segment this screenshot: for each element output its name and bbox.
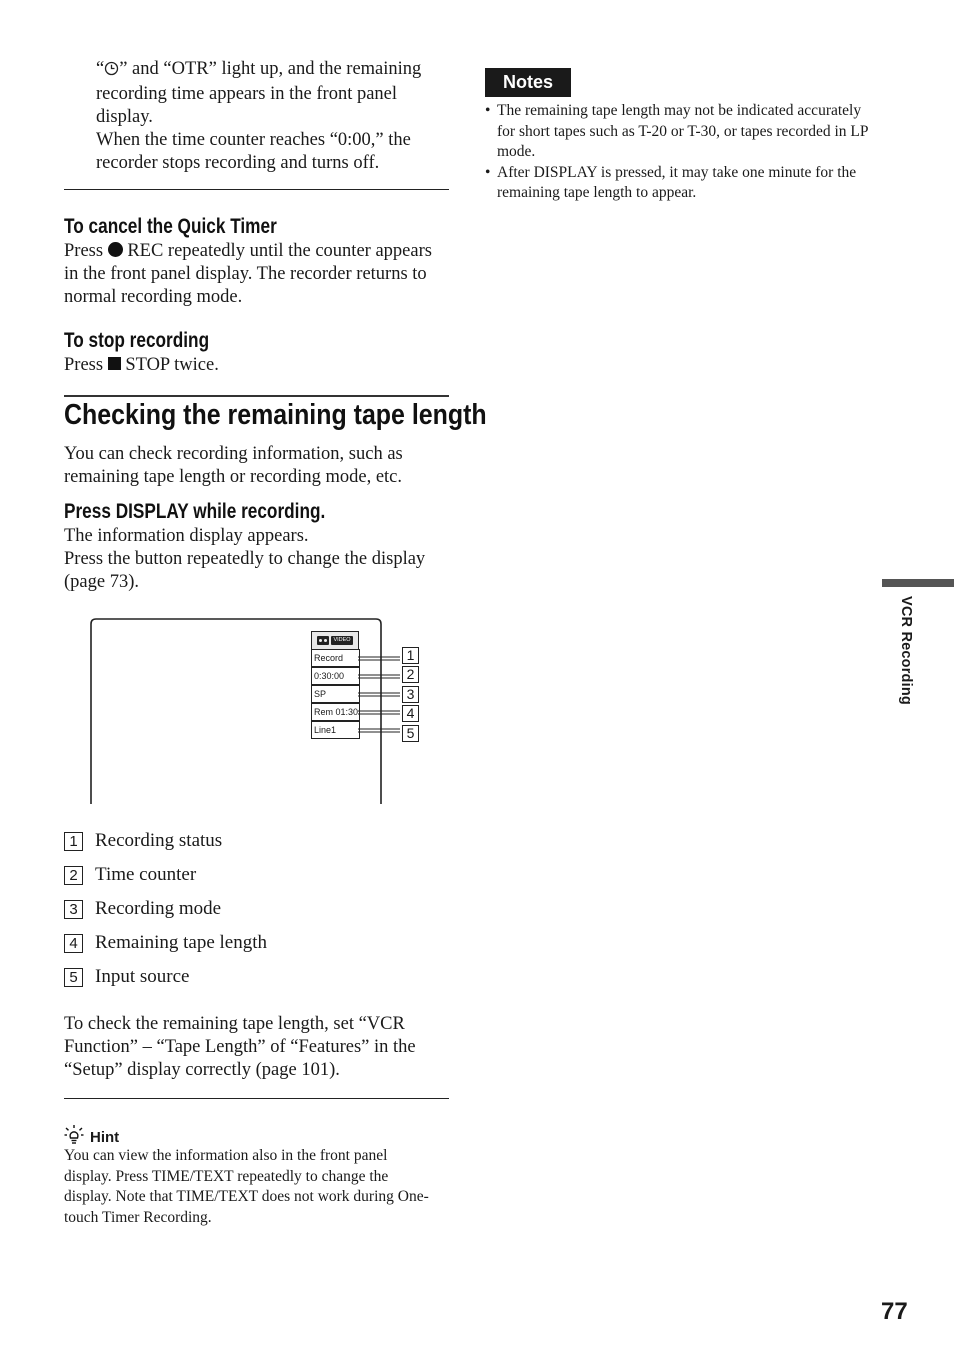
- info-row: Line1: [311, 721, 360, 739]
- legend-list: [64, 824, 444, 994]
- stop-text: Press STOP twice.: [64, 355, 219, 375]
- info-row: Rem 01:30: [311, 703, 360, 721]
- callout-number: 5: [402, 725, 419, 742]
- stop-heading: To stop recording: [64, 329, 210, 352]
- callout-lines: [86, 616, 426, 806]
- legend-item: [64, 824, 444, 858]
- step-line-1: The information display appears.: [64, 526, 309, 546]
- info-row: 0:30:00: [311, 667, 360, 685]
- notes-title: Notes: [485, 68, 571, 97]
- clock-icon: [104, 60, 119, 83]
- legend-number: 1: [64, 832, 83, 851]
- note-item: • The remaining tape length may not be indicated accurately for short tapes such as T-20 or T-30, or tapes recorded in LP mode.: [485, 101, 875, 163]
- step-heading: Press DISPLAY while recording.: [64, 500, 326, 523]
- section-title: Checking the remaining tape length: [64, 399, 487, 431]
- legend-label: Remaining tape length: [95, 932, 268, 953]
- section-intro: You can check recording information, such as remaining tape length or recording mode, etc.: [64, 444, 403, 487]
- page-number: 77: [881, 1298, 908, 1325]
- step-line-2: Press the button repeatedly to change the display (page 73).: [64, 549, 426, 592]
- legend-number: 5: [64, 968, 83, 987]
- legend-item: [64, 960, 444, 994]
- cancel-text: Press REC repeatedly until the counter appears in the front panel display. The recorder returns to normal recording mode.: [64, 241, 432, 307]
- step-text: [64, 525, 449, 594]
- hint-title: Hint: [90, 1129, 120, 1146]
- legend-label: Recording status: [95, 830, 223, 851]
- note-item: • After DISPLAY is pressed, it may take one minute for the remaining tape length to appear.: [485, 163, 875, 204]
- callout-number: 4: [402, 705, 419, 722]
- legend-label: Recording mode: [95, 898, 222, 919]
- record-dot-icon: [108, 242, 123, 257]
- side-tab-bar: [882, 579, 954, 587]
- stop-square-icon: [108, 357, 121, 370]
- legend-item: [64, 926, 444, 960]
- hint-divider: [64, 1098, 449, 1099]
- intro-line-1: “ ” and “OTR” light up, and the remaining recording time appears in the front panel display.: [96, 59, 422, 127]
- tv-screen-illustration: [86, 616, 426, 806]
- callout-number: 3: [402, 686, 419, 703]
- cancel-heading: To cancel the Quick Timer: [64, 215, 277, 238]
- callout-number: 1: [402, 647, 419, 664]
- notes-list: [485, 101, 875, 204]
- legend-label: Input source: [95, 966, 190, 987]
- info-row: Record: [311, 649, 360, 667]
- callout-number: 2: [402, 666, 419, 683]
- divider: [64, 189, 449, 190]
- info-row: SP: [311, 685, 360, 703]
- intro-text: [96, 58, 446, 175]
- side-tab-label: VCR Recording: [898, 596, 914, 705]
- legend-number: 2: [64, 866, 83, 885]
- hint-text: You can view the information also in the front panel display. Press TIME/TEXT repeatedly to change the display. Note that TIME/TEXT does not work during One-touch Timer Recording.: [64, 1147, 429, 1226]
- intro-line-2: When the time counter reaches “0:00,” the recorder stops recording and turns off.: [96, 130, 411, 173]
- legend-item: [64, 858, 444, 892]
- legend-number: 3: [64, 900, 83, 919]
- setup-note: To check the remaining tape length, set “VCR Function” – “Tape Length” of “Features” in the “Setup” display correctly (page 101).: [64, 1014, 416, 1080]
- video-badge: VIDEO: [333, 637, 351, 643]
- section-divider: [64, 395, 449, 397]
- legend-number: 4: [64, 934, 83, 953]
- legend-item: [64, 892, 444, 926]
- legend-label: Time counter: [95, 864, 197, 885]
